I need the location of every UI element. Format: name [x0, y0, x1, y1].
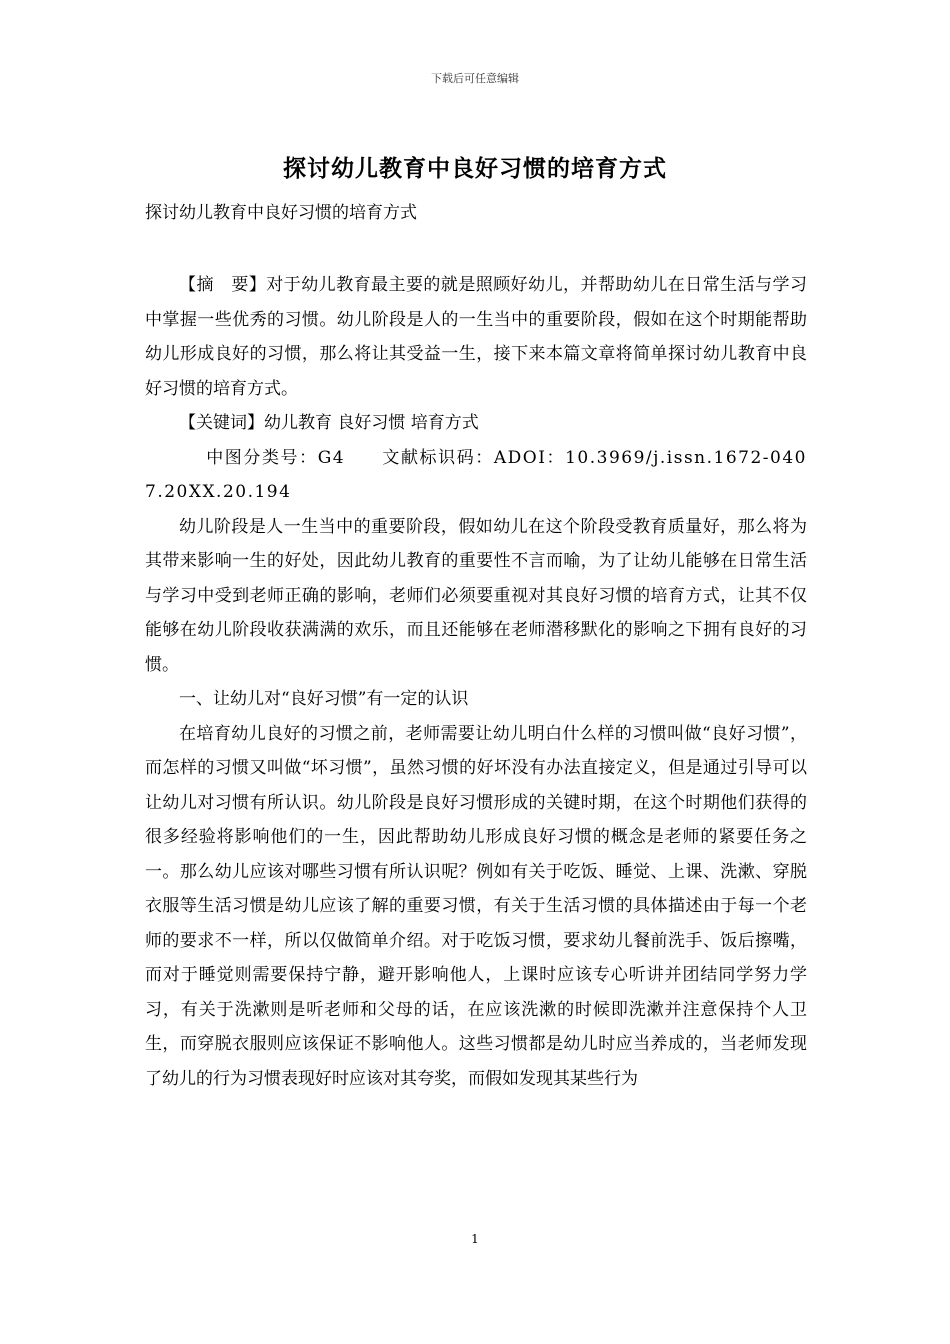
- document-subtitle: 探讨幼儿教育中良好习惯的培育方式: [145, 203, 417, 223]
- classification-paragraph: 中图分类号：G4 文献标识码：ADOI：10.3969/j.issn.1672-0407.20XX.20.194: [145, 447, 807, 502]
- section-heading: 一、让幼儿对“良好习惯”有一定的认识: [179, 689, 469, 709]
- body-paragraph: 在培育幼儿良好的习惯之前，老师需要让幼儿明白什么样的习惯叫做“良好习惯”，而怎样的习惯又叫做“坏习惯”，虽然习惯的好坏没有办法直接定义，但是通过引导可以让幼儿对习惯有所认识。幼儿阶段是良好习惯形成的关键时期，在这个时期他们获得的很多经验将影响他们的一生，因此帮助幼儿形成良好习惯的概念是老师的紧要任务之一。那么幼儿应该对哪些习惯有所认识呢？例如有关于吃饭、睡觉、上课、洗漱、穿脱衣服等生活习惯是幼儿应该了解的重要习惯，有关于生活习惯的具体描述由于每一个老师的要求不一样，所以仅做简单介绍。对于吃饭习惯，要求幼儿餐前洗手、饭后擦嘴，而对于睡觉则需要保持宁静，避开影响他人，上课时应该专心听讲并团结同学努力学习，有关于洗漱则是听老师和父母的话，在应该洗漱的时候即洗漱并注意保持个人卫生，而穿脱衣服则应该保证不影响他人。这些习惯都是幼儿时应当养成的，当老师发现了幼儿的行为习惯表现好时应该对其夸奖，而假如发现其某些行为: [145, 723, 807, 1089]
- document-title: 探讨幼儿教育中良好习惯的培育方式: [283, 155, 667, 182]
- body-paragraph: 幼儿阶段是人一生当中的重要阶段，假如幼儿在这个阶段受教育质量好，那么将为其带来影响一生的好处，因此幼儿教育的重要性不言而喻，为了让幼儿能够在日常生活与学习中受到老师正确的影响，老师们必须要重视对其良好习惯的培育方式，让其不仅能够在幼儿阶段收获满满的欢乐，而且还能够在老师潜移默化的影响之下拥有良好的习惯。: [145, 516, 807, 675]
- keywords-paragraph: 【关键词】幼儿教育 良好习惯 培育方式: [179, 413, 479, 433]
- abstract-paragraph: 【摘 要】对于幼儿教育最主要的就是照顾好幼儿，并帮助幼儿在日常生活与学习中掌握一些优秀的习惯。幼儿阶段是人的一生当中的重要阶段，假如在这个时期能帮助幼儿形成良好的习惯，那么将让其受益一生，接下来本篇文章将简单探讨幼儿教育中良好习惯的培育方式。: [145, 275, 807, 399]
- document-body: [145, 268, 807, 1096]
- page-number: 1: [471, 1232, 479, 1246]
- header-note: 下载后可任意编辑: [431, 72, 519, 85]
